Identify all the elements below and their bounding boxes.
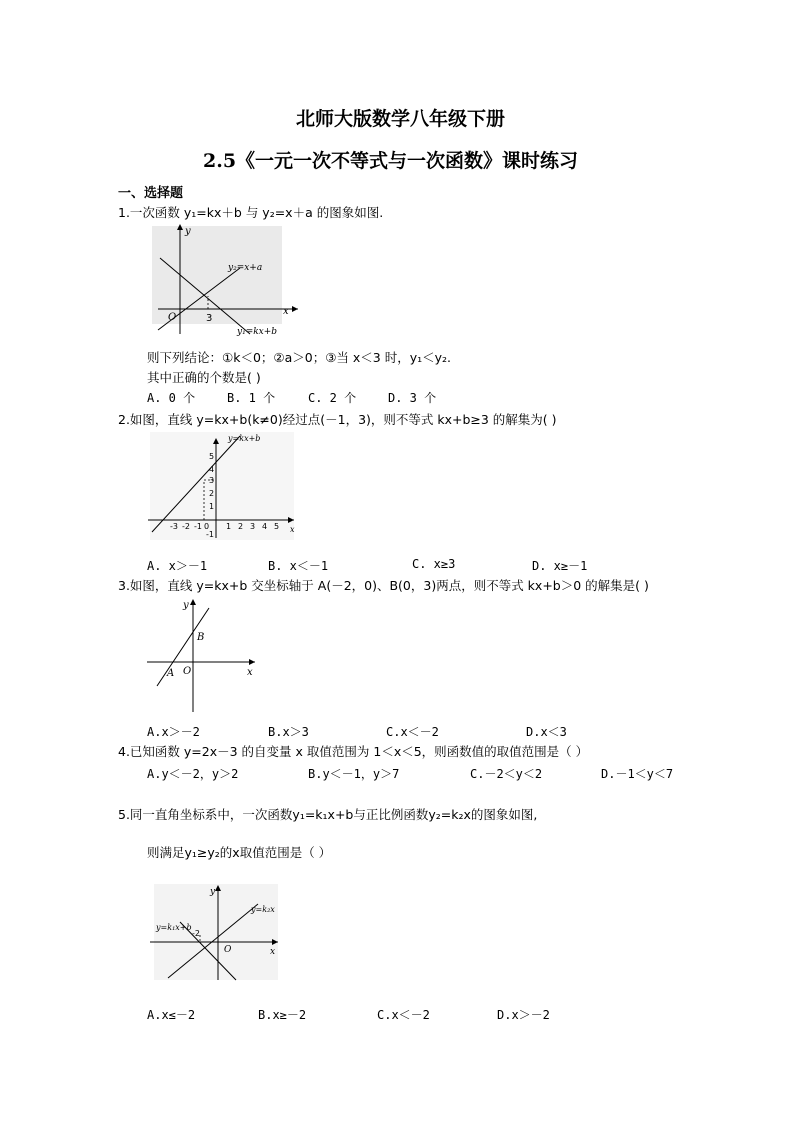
q5-origin: O bbox=[224, 945, 232, 955]
q1-x-label: x bbox=[283, 306, 289, 317]
q5-stem: 5.同一直角坐标系中，一次函数y₁=k₁x+b与正比例函数y₂=k₂x的图象如图, bbox=[118, 807, 538, 822]
q5-option-c: C.x＜－2 bbox=[377, 1008, 430, 1022]
q5-option-a: A.x≤－2 bbox=[147, 1008, 196, 1022]
q2-x-label: x bbox=[290, 525, 295, 534]
q3-y-label: y bbox=[183, 600, 189, 611]
q2-xtick: 3 bbox=[250, 522, 256, 531]
q1-option-b: B. 1 个 bbox=[227, 391, 276, 405]
q3-option-a: A.x＞－2 bbox=[147, 725, 200, 739]
q3-point-b: B bbox=[197, 632, 205, 643]
q2-ytick: -1 bbox=[206, 530, 214, 539]
q3-option-b: B.x＞3 bbox=[268, 725, 309, 739]
q1-option-c: C. 2 个 bbox=[308, 391, 357, 405]
section-heading: 一、选择题 bbox=[118, 186, 184, 201]
q1-origin: O bbox=[168, 312, 177, 323]
q2-xtick: 4 bbox=[262, 522, 268, 531]
q2-option-a: A. x＞－1 bbox=[147, 559, 208, 573]
q1-option-a: A. 0 个 bbox=[147, 391, 196, 405]
q4-option-a: A.y＜－2，y＞2 bbox=[147, 767, 239, 781]
q1-tick-3: 3 bbox=[206, 313, 213, 324]
q3-origin: O bbox=[183, 666, 192, 677]
q3-option-c: C.x＜－2 bbox=[386, 725, 439, 739]
q1-graph bbox=[150, 222, 300, 340]
q2-xtick: -3 bbox=[170, 522, 178, 531]
q5-x-label: x bbox=[270, 947, 276, 957]
q3-stem: 3.如图，直线 y=kx+b 交坐标轴于 A(－2，0)、B(0，3)两点，则不等式 kx+b＞0 的解集是( ) bbox=[118, 578, 649, 593]
q1-option-d: D. 3 个 bbox=[388, 391, 437, 405]
q2-ytick: 1 bbox=[209, 502, 215, 511]
q2-xtick: -1 bbox=[194, 522, 202, 531]
q5-label-y2: y=k₂x bbox=[251, 905, 275, 914]
q2-option-d: D. x≥－1 bbox=[532, 559, 588, 573]
q2-line-label: y=kx+b bbox=[228, 434, 261, 443]
q2-ytick: 5 bbox=[209, 452, 215, 461]
q5-option-b: B.x≥－2 bbox=[258, 1008, 307, 1022]
page-subtitle: 2.5《一元一次不等式与一次函数》课时练习 bbox=[203, 150, 579, 172]
q4-option-c: C.－2＜y＜2 bbox=[470, 767, 543, 781]
q5-question: 则满足y₁≥y₂的x取值范围是（ ） bbox=[147, 845, 332, 860]
q4-option-d: D.－1＜y＜7 bbox=[601, 767, 674, 781]
q5-label-y1: y=k₁x+b bbox=[156, 923, 192, 932]
q5-option-d: D.x＞－2 bbox=[497, 1008, 550, 1022]
q2-option-b: B. x＜－1 bbox=[268, 559, 329, 573]
q2-ytick: 4 bbox=[209, 465, 215, 474]
q2-xtick: 0 bbox=[204, 522, 210, 531]
q1-question: 其中正确的个数是( ) bbox=[147, 370, 261, 385]
q2-xtick: 5 bbox=[274, 522, 280, 531]
q1-stem: 1.一次函数 y₁=kx＋b 与 y₂=x＋a 的图象如图. bbox=[118, 205, 384, 220]
q2-xtick: -2 bbox=[182, 522, 190, 531]
q3-option-d: D.x＜3 bbox=[526, 725, 567, 739]
q2-xtick: 1 bbox=[226, 522, 232, 531]
q3-point-a: A bbox=[167, 668, 175, 679]
q1-label-y1: y₁=kx+b bbox=[237, 327, 278, 337]
q5-graph-bg bbox=[154, 884, 278, 980]
q3-x-label: x bbox=[247, 667, 253, 678]
q2-ytick: 2 bbox=[209, 489, 215, 498]
q5-graph bbox=[150, 882, 285, 982]
q2-ytick: 3 bbox=[209, 476, 215, 485]
q4-stem: 4.已知函数 y=2x－3 的自变量 x 取值范围为 1＜x＜5，则函数值的取值范围是（ ） bbox=[118, 744, 589, 759]
q4-option-b: B.y＜－1，y＞7 bbox=[308, 767, 400, 781]
q1-y-label: y bbox=[185, 226, 191, 237]
q1-label-y2: y₂=x+a bbox=[228, 263, 263, 273]
q2-graph bbox=[148, 430, 298, 542]
q5-y-label: y bbox=[210, 887, 216, 897]
q2-option-c: C. x≥3 bbox=[412, 557, 456, 571]
q1-conclusions: 则下列结论：①k＜0；②a＞0；③当 x＜3 时，y₁＜y₂. bbox=[147, 350, 452, 365]
q5-tick-m2: -2 bbox=[192, 929, 200, 938]
page-title: 北师大版数学八年级下册 bbox=[296, 108, 506, 130]
q2-xtick: 2 bbox=[238, 522, 244, 531]
q3-graph bbox=[145, 596, 260, 714]
q2-stem: 2.如图，直线 y=kx+b(k≠0)经过点(－1，3)，则不等式 kx+b≥3 的解集为( ) bbox=[118, 412, 557, 427]
